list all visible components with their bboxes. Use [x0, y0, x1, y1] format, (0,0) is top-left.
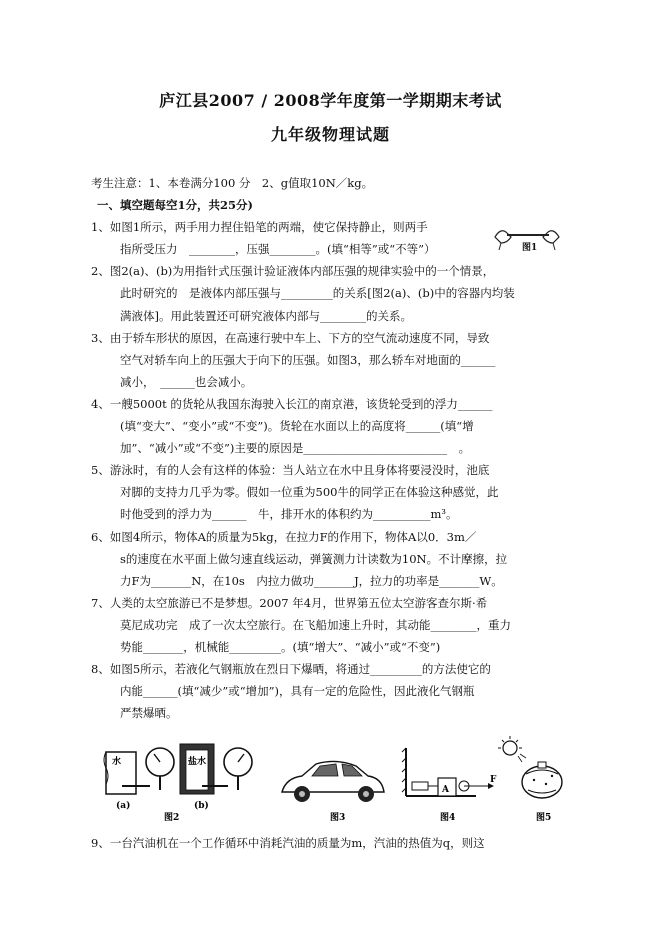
- question-8-line-3: 严禁爆晒。: [120, 706, 178, 721]
- figure-1-label: 图1: [522, 243, 538, 253]
- figure-5-gas-cylinder: [498, 736, 562, 823]
- figure-2b-label: (b): [194, 801, 209, 811]
- exam-body: [91, 172, 571, 724]
- figure-4-pulley: [402, 748, 497, 823]
- exam-subtitle: 九年级物理试题: [270, 125, 390, 144]
- figure-2-label: 图2: [164, 813, 180, 823]
- figure-2a-label: (a): [116, 801, 131, 811]
- question-2-line-3: 满液体]。用此装置还可研究液体内部与________的关系。: [120, 308, 412, 323]
- question-7-line-2: 莫尼成功完 成了一次太空旅行。在飞船加速上升时，其动能________，重力: [120, 617, 511, 632]
- exam-title: 庐江县2007 / 2008学年度第一学期期末考试: [159, 91, 502, 110]
- question-2-line-2: 此时研究的 是液体内部压强与_________的关系[图2(a)、(b)中的容器内均装: [120, 286, 515, 301]
- question-5-line-2: 对脚的支持力几乎为零。假如一位重为500牛的同学正在体验这种感觉，此: [120, 485, 499, 500]
- question-1-line-2: 指所受压力 ________，压强________。(填“相等”或“不等”）: [120, 242, 436, 257]
- question-6-line-2: s的速度在水平面上做匀速直线运动，弹簧测力计读数为10N。不计摩擦，拉: [120, 551, 508, 566]
- figure-2-water-label: 水: [112, 757, 122, 767]
- question-7-line-3: 势能_______，机械能_________。(填“增大”、“减小”或“不变”): [120, 639, 441, 654]
- figure-5-label: 图5: [536, 813, 552, 823]
- question-8-line-2: 内能______(填“减少”或“增加”)，具有一定的危险性，因此液化气钢瓶: [120, 684, 475, 699]
- question-5-line-3: 时他受到的浮力为______ 牛，排开水的体积约为__________m³。: [120, 507, 458, 522]
- figure-2-pressure-gauges: [104, 744, 252, 823]
- figure-2-saltwater-label: 盐水: [188, 757, 207, 767]
- question-3-line-2: 空气对轿车向上的压强大于向下的压强。如图3，那么轿车对地面的______: [120, 352, 496, 367]
- question-4-line-2: (填“变大”、“变小”或“不变”)。货轮在水面以上的高度将______(填“增: [120, 419, 474, 434]
- question-3-line-1: 3、由于轿车形状的原因，在高速行驶中车上、下方的空气流动速度不同，导致: [91, 330, 490, 345]
- question-9-line-1: 9、一台汽油机在一个工作循环中消耗汽油的质量为m，汽油的热值为q，则这: [91, 836, 485, 850]
- question-6-line-3: 力F为_______N，在10s 内拉力做功_______J，拉力的功率是_______W。: [120, 573, 503, 588]
- question-7-line-1: 7、人类的太空旅游已不是梦想。2007 年4月，世界第五位太空游客查尔斯·希: [91, 595, 488, 610]
- question-4-line-1: 4、一艘5000t 的货轮从我国东海驶入长江的南京港，该货轮受到的浮力______: [91, 396, 493, 411]
- figure-4-label: 图4: [440, 813, 456, 823]
- figure-3-label: 图3: [330, 813, 346, 823]
- question-4-line-3: 加”、“减小”或“不变”)主要的原因是_________________________ 。: [120, 441, 471, 456]
- question-5-line-1: 5、游泳时，有的人会有这样的体验：当人站立在水中且身体将要浸没时，池底: [91, 463, 490, 478]
- question-8-line-1: 8、如图5所示，若液化气钢瓶放在烈日下爆晒，将通过_________的方法使它的: [91, 662, 491, 677]
- figure-3-car: [282, 761, 384, 823]
- question-6-line-1: 6、如图4所示，物体A的质量为5kg，在拉力F的作用下，物体A以0．3m／: [91, 529, 477, 544]
- exam-body-continued: [91, 832, 571, 854]
- question-1-line-1: 1、如图1所示，两手用力捏住铅笔的两端，使它保持静止，则两手: [91, 220, 428, 235]
- figure-4-block-label: A: [442, 785, 449, 795]
- question-3-line-3: 减小， ______也会减小。: [120, 374, 253, 389]
- section-1-heading: 一、填空题每空1分，共25分): [97, 198, 253, 213]
- figures-row: [102, 734, 572, 834]
- exam-notice: 考生注意：1、本卷满分100 分 2、g值取10N／kg。: [91, 176, 374, 190]
- question-2-line-1: 2、图2(a)、(b)为用指针式压强计验证液体内部压强的规律实验中的一个情景，: [91, 264, 495, 279]
- figure-4-force-label: F: [490, 775, 497, 785]
